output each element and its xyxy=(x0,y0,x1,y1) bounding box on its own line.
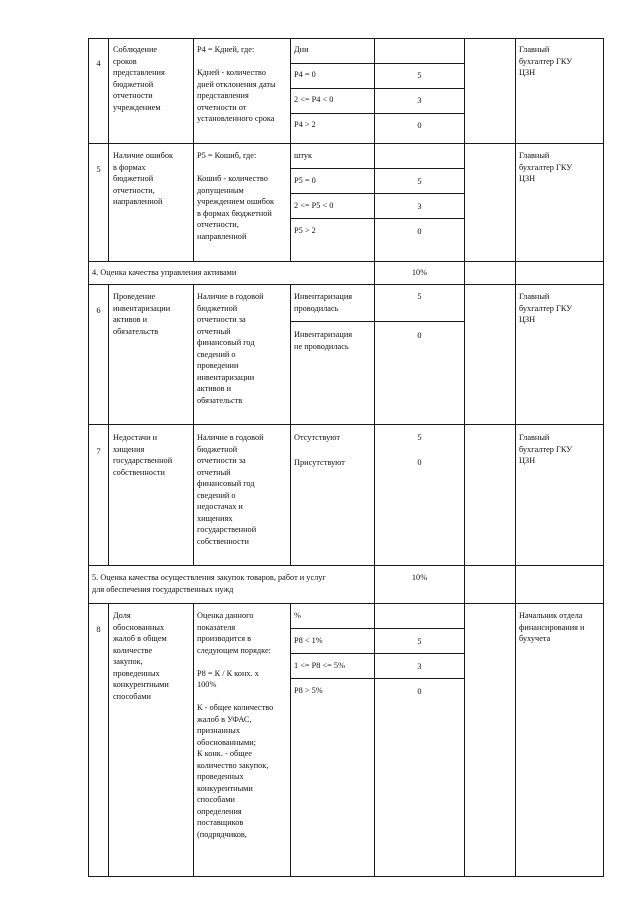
scale-label: Дни xyxy=(294,45,309,54)
scale-separator xyxy=(290,88,464,89)
scale-score: 0 xyxy=(417,458,422,467)
table-bottom-line xyxy=(88,876,604,877)
col-divider xyxy=(374,565,375,603)
indicator-name: Недостачи и хищения государственной собственности xyxy=(113,433,173,477)
scale-separator xyxy=(290,321,464,322)
indicator-formula: Р5 = Кошиб, где: Кошиб - количество допущенным учреждением ошибок в формах бюджетной отчетности, направленной xyxy=(197,151,275,241)
indicator-name: Доля обоснованных жалоб в общем количестве закупок, проведенных конкурентными способами xyxy=(113,611,169,701)
scale-label: штук xyxy=(294,151,313,160)
row-number: 4 xyxy=(96,58,101,68)
col-divider xyxy=(515,38,516,261)
scale-separator xyxy=(290,113,464,114)
indicator-name: Соблюдение сроков представления бюджетной отчетности учреждением xyxy=(113,45,165,112)
row-number: 5 xyxy=(96,164,101,174)
row-separator xyxy=(88,284,604,285)
col-divider xyxy=(290,284,291,565)
indicator-name: Проведение инвентаризации активов и обязательств xyxy=(113,292,171,336)
col-divider xyxy=(193,38,194,261)
scale-label: Отсутствуют xyxy=(294,433,340,442)
col-divider xyxy=(464,603,465,876)
responsible-person: Главный бухгалтер ГКУ ЦЗН xyxy=(519,433,573,465)
row-separator xyxy=(88,143,604,144)
scale-label: Р4 = 0 xyxy=(294,70,316,79)
scale-label: 1 <= Р8 <= 5% xyxy=(294,661,345,670)
scale-label: Присутствуют xyxy=(294,458,345,467)
responsible-person: Главный бухгалтер ГКУ ЦЗН xyxy=(519,151,573,183)
scale-score: 3 xyxy=(417,202,422,211)
scale-label: Р5 = 0 xyxy=(294,176,316,185)
responsible-person: Главный бухгалтер ГКУ ЦЗН xyxy=(519,45,573,77)
col-divider xyxy=(464,565,465,603)
row-number: 6 xyxy=(96,305,101,315)
row-number: 7 xyxy=(96,446,101,456)
scale-score: 0 xyxy=(417,227,422,236)
scale-separator xyxy=(290,628,464,629)
col-divider xyxy=(515,603,516,876)
scale-label: 2 <= Р5 < 0 xyxy=(294,201,334,210)
scale-label: Инвентаризация проводилась xyxy=(294,292,353,313)
indicator-formula: Р4 = Кдней, где: Кдней - количество дней отклонения даты представления отчетности от установленного срока xyxy=(197,45,276,123)
scale-score: 0 xyxy=(417,121,422,130)
scale-separator xyxy=(290,678,464,679)
scale-label: 2 <= Р4 < 0 xyxy=(294,95,334,104)
scale-label: Р8 > 5% xyxy=(294,686,323,695)
col-divider xyxy=(193,603,194,876)
scale-separator xyxy=(290,193,464,194)
scale-score: 0 xyxy=(417,687,422,696)
col-divider xyxy=(374,284,375,565)
scale-score: 0 xyxy=(417,331,422,340)
col-divider xyxy=(515,261,516,284)
table-top-line xyxy=(88,38,604,39)
col-divider xyxy=(464,284,465,565)
col-divider xyxy=(108,38,109,261)
section-weight: 10% xyxy=(411,573,428,582)
col-divider xyxy=(108,603,109,876)
col-divider xyxy=(464,38,465,261)
section-weight: 10% xyxy=(411,268,428,277)
scale-score: 3 xyxy=(417,662,422,671)
section-title: 4. Оценка качества управления активами xyxy=(92,268,237,277)
col-divider xyxy=(515,565,516,603)
row-separator xyxy=(88,603,604,604)
responsible-person: Главный бухгалтер ГКУ ЦЗН xyxy=(519,292,573,324)
scale-score: 5 xyxy=(417,433,422,442)
col-divider xyxy=(290,38,291,261)
indicator-formula: Наличие в годовой бюджетной отчетности за отчетный финансовый год сведений о проведении инвентаризации активов и обязательств xyxy=(197,292,264,405)
scale-separator xyxy=(290,218,464,219)
indicator-formula: Оценка данного показателя производится в следующем порядке: Р8 = К / К конх. х 100% К - общее количество жалоб в УФАС, признанных обоснованными; К конк. - общее количество закупок, проведенных конкурентными способами определения поставщиков (подрядчиков, xyxy=(197,611,274,839)
indicator-formula: Наличие в годовой бюджетной отчетности за отчетный финансовый год сведений о недостачах и хищениях государственной собственности xyxy=(197,433,264,546)
row-separator xyxy=(88,424,604,425)
scale-separator xyxy=(290,653,464,654)
row-number: 8 xyxy=(96,624,101,634)
col-divider xyxy=(515,284,516,565)
table-border-right xyxy=(603,38,604,876)
scale-score: 3 xyxy=(417,96,422,105)
row-separator xyxy=(88,565,604,566)
scale-score: 5 xyxy=(417,292,422,301)
scale-label: Р5 > 2 xyxy=(294,226,316,235)
scale-label: Р8 < 1% xyxy=(294,636,323,645)
scale-separator xyxy=(290,168,464,169)
indicator-name: Наличие ошибок в формах бюджетной отчетности, направленной xyxy=(113,151,174,206)
responsible-person: Начальник отдела финансирования и бухучета xyxy=(519,611,585,643)
row-separator xyxy=(88,261,604,262)
col-divider xyxy=(108,284,109,565)
scale-score: 5 xyxy=(417,637,422,646)
scale-separator xyxy=(290,63,464,64)
scale-label: Р4 > 2 xyxy=(294,120,316,129)
col-divider xyxy=(290,603,291,876)
scale-score: 5 xyxy=(417,71,422,80)
col-divider xyxy=(464,261,465,284)
section-title: 5. Оценка качества осуществления закупок товаров, работ и услуг для обеспечения государственных нужд xyxy=(92,573,326,594)
scale-score: 5 xyxy=(417,177,422,186)
scale-label: % xyxy=(294,611,301,620)
col-divider xyxy=(193,284,194,565)
scale-label: Инвентаризация не проводилась xyxy=(294,330,353,351)
